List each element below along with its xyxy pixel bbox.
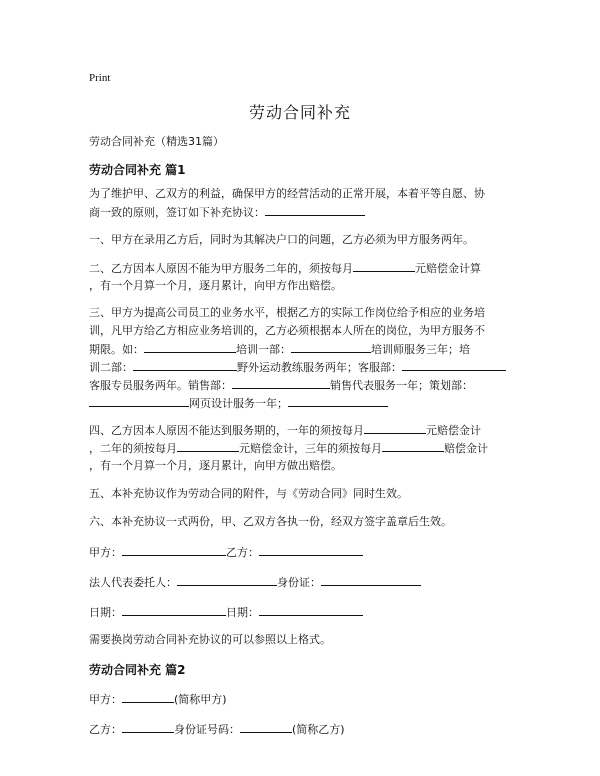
- s2-party-b-label: 乙方：: [89, 723, 122, 736]
- clause-1: [89, 231, 474, 247]
- date-b-label: 日期：: [226, 606, 259, 619]
- blank-field[interactable]: [402, 358, 506, 371]
- clause-4-line-3: [89, 457, 342, 473]
- clause-3-text-c3: 培训师服务三年；培: [371, 343, 470, 356]
- clause-2-text-c: ，有一个月算一个月，逐月累计，向甲方作出赔偿。: [89, 279, 342, 292]
- id-card-label: 身份证：: [277, 576, 321, 589]
- clause-2-text-a: 二、乙方因本人原因不能为甲方服务二年的，须按每月: [89, 262, 353, 275]
- page-title: 劳动合同补充: [248, 103, 351, 122]
- clause-3-text-a: 三、甲方为提高公司员工的业务水平，根据乙方的实际工作岗位给予相应的业务培: [89, 306, 485, 319]
- clause-4-text-b1: ，二年的须按每月: [89, 442, 177, 455]
- legal-rep-label: 法人代表委托人：: [89, 576, 177, 589]
- blank-field[interactable]: [353, 259, 415, 272]
- section2-party-b-row: [89, 720, 345, 737]
- section-heading-1: 劳动合同补充 篇1: [89, 163, 186, 177]
- intro-text-b: 商一致的原则，签订如下补充协议：: [89, 206, 265, 219]
- blank-field[interactable]: [133, 358, 237, 371]
- clause-3-text-e2: 销售代表服务一年；策划部：: [330, 379, 473, 392]
- section-heading-2: 劳动合同补充 篇2: [89, 663, 186, 677]
- signature-row-parties: [89, 543, 363, 560]
- blank-field[interactable]: [232, 376, 330, 389]
- clause-3-text-b: 训，凡甲方给乙方相应业务培训的，乙方必须根据本人所在的岗位，为甲方服务不: [89, 324, 485, 337]
- clause-3-text-c1: 期限。如：: [89, 343, 144, 356]
- clause-3-line-4: [89, 358, 506, 375]
- clause-1-text: 一、甲方在录用乙方后，同时为其解决户口的问题，乙方必须为甲方服务两年。: [89, 233, 474, 246]
- clause-3-text-f1: 网页设计服务一年；: [189, 397, 288, 410]
- date-a-label: 日期：: [89, 606, 122, 619]
- clause-4-text-b3: 赔偿金计: [444, 442, 488, 455]
- clause-6: [89, 513, 452, 529]
- party-a-label: 甲方：: [89, 546, 122, 559]
- party-b-field[interactable]: [259, 543, 363, 556]
- s2-party-a-short: (简称甲方): [174, 693, 227, 706]
- clause-5-text: 五、本补充协议作为劳动合同的附件，与《劳动合同》同时生效。: [89, 487, 408, 500]
- blank-field[interactable]: [265, 203, 365, 216]
- date-b-field[interactable]: [259, 603, 363, 616]
- clause-2-line-2: [89, 277, 342, 293]
- intro-text-a: 为了维护甲、乙双方的利益，确保甲方的经营活动的正常开展，本着平等自愿、协: [89, 187, 485, 200]
- clause-5: [89, 485, 408, 501]
- s2-id-number-field[interactable]: [240, 720, 292, 733]
- clause-6-text: 六、本补充协议一式两份，甲、乙双方各执一份，经双方签字盖章后生效。: [89, 515, 452, 528]
- note-text: 需要换岗劳动合同补充协议的可以参照以上格式。: [89, 633, 331, 646]
- clause-3-line-3: [89, 340, 470, 357]
- s2-party-b-short: (简称乙方): [292, 723, 345, 736]
- clause-3-line-1: [89, 304, 485, 320]
- blank-field[interactable]: [364, 421, 426, 434]
- clause-3-text-c2: 培训一部：: [236, 343, 291, 356]
- clause-3-line-5: [89, 376, 473, 393]
- clause-3-text-d1: 训二部：: [89, 361, 133, 374]
- print-label[interactable]: Print: [89, 72, 111, 84]
- clause-3-line-6: [89, 394, 388, 411]
- party-a-field[interactable]: [122, 543, 226, 556]
- legal-rep-field[interactable]: [177, 573, 277, 586]
- clause-2-text-b: 元赔偿金计算: [415, 262, 481, 275]
- clause-3-line-2: [89, 322, 485, 338]
- party-b-label: 乙方：: [226, 546, 259, 559]
- note-line: [89, 631, 331, 647]
- s2-id-number-label: 身份证号码：: [174, 723, 240, 736]
- blank-field[interactable]: [291, 340, 371, 353]
- blank-field[interactable]: [382, 439, 444, 452]
- clause-4-line-2: [89, 439, 488, 456]
- signature-row-dates: [89, 603, 363, 620]
- document-subtitle: 劳动合同补充（精选31篇）: [89, 135, 224, 148]
- clause-4-text-a2: 元赔偿金计: [426, 424, 481, 437]
- clause-3-text-d2: 野外运动教练服务两年；客服部：: [237, 361, 402, 374]
- s2-party-a-label: 甲方：: [89, 693, 122, 706]
- section2-party-a-row: [89, 690, 227, 707]
- signature-row-rep: [89, 573, 421, 590]
- blank-field[interactable]: [177, 439, 239, 452]
- clause-4-line-1: [89, 421, 481, 438]
- clause-4-text-c: ，有一个月算一个月，逐月累计，向甲方做出赔偿。: [89, 459, 342, 472]
- id-card-field[interactable]: [321, 573, 421, 586]
- date-a-field[interactable]: [122, 603, 226, 616]
- clause-4-text-a1: 四、乙方因本人原因不能达到服务期的，一年的须按每月: [89, 424, 364, 437]
- blank-field[interactable]: [288, 394, 388, 407]
- blank-field[interactable]: [89, 394, 189, 407]
- intro-line-2: [89, 203, 365, 220]
- blank-field[interactable]: [144, 340, 236, 353]
- clause-3-text-e1: 客服专员服务两年。销售部：: [89, 379, 232, 392]
- s2-party-a-field[interactable]: [122, 690, 174, 703]
- s2-party-b-field[interactable]: [122, 720, 174, 733]
- clause-2-line-1: [89, 259, 481, 276]
- intro-line-1: [89, 185, 485, 201]
- clause-4-text-b2: 元赔偿金计，三年的须按每月: [239, 442, 382, 455]
